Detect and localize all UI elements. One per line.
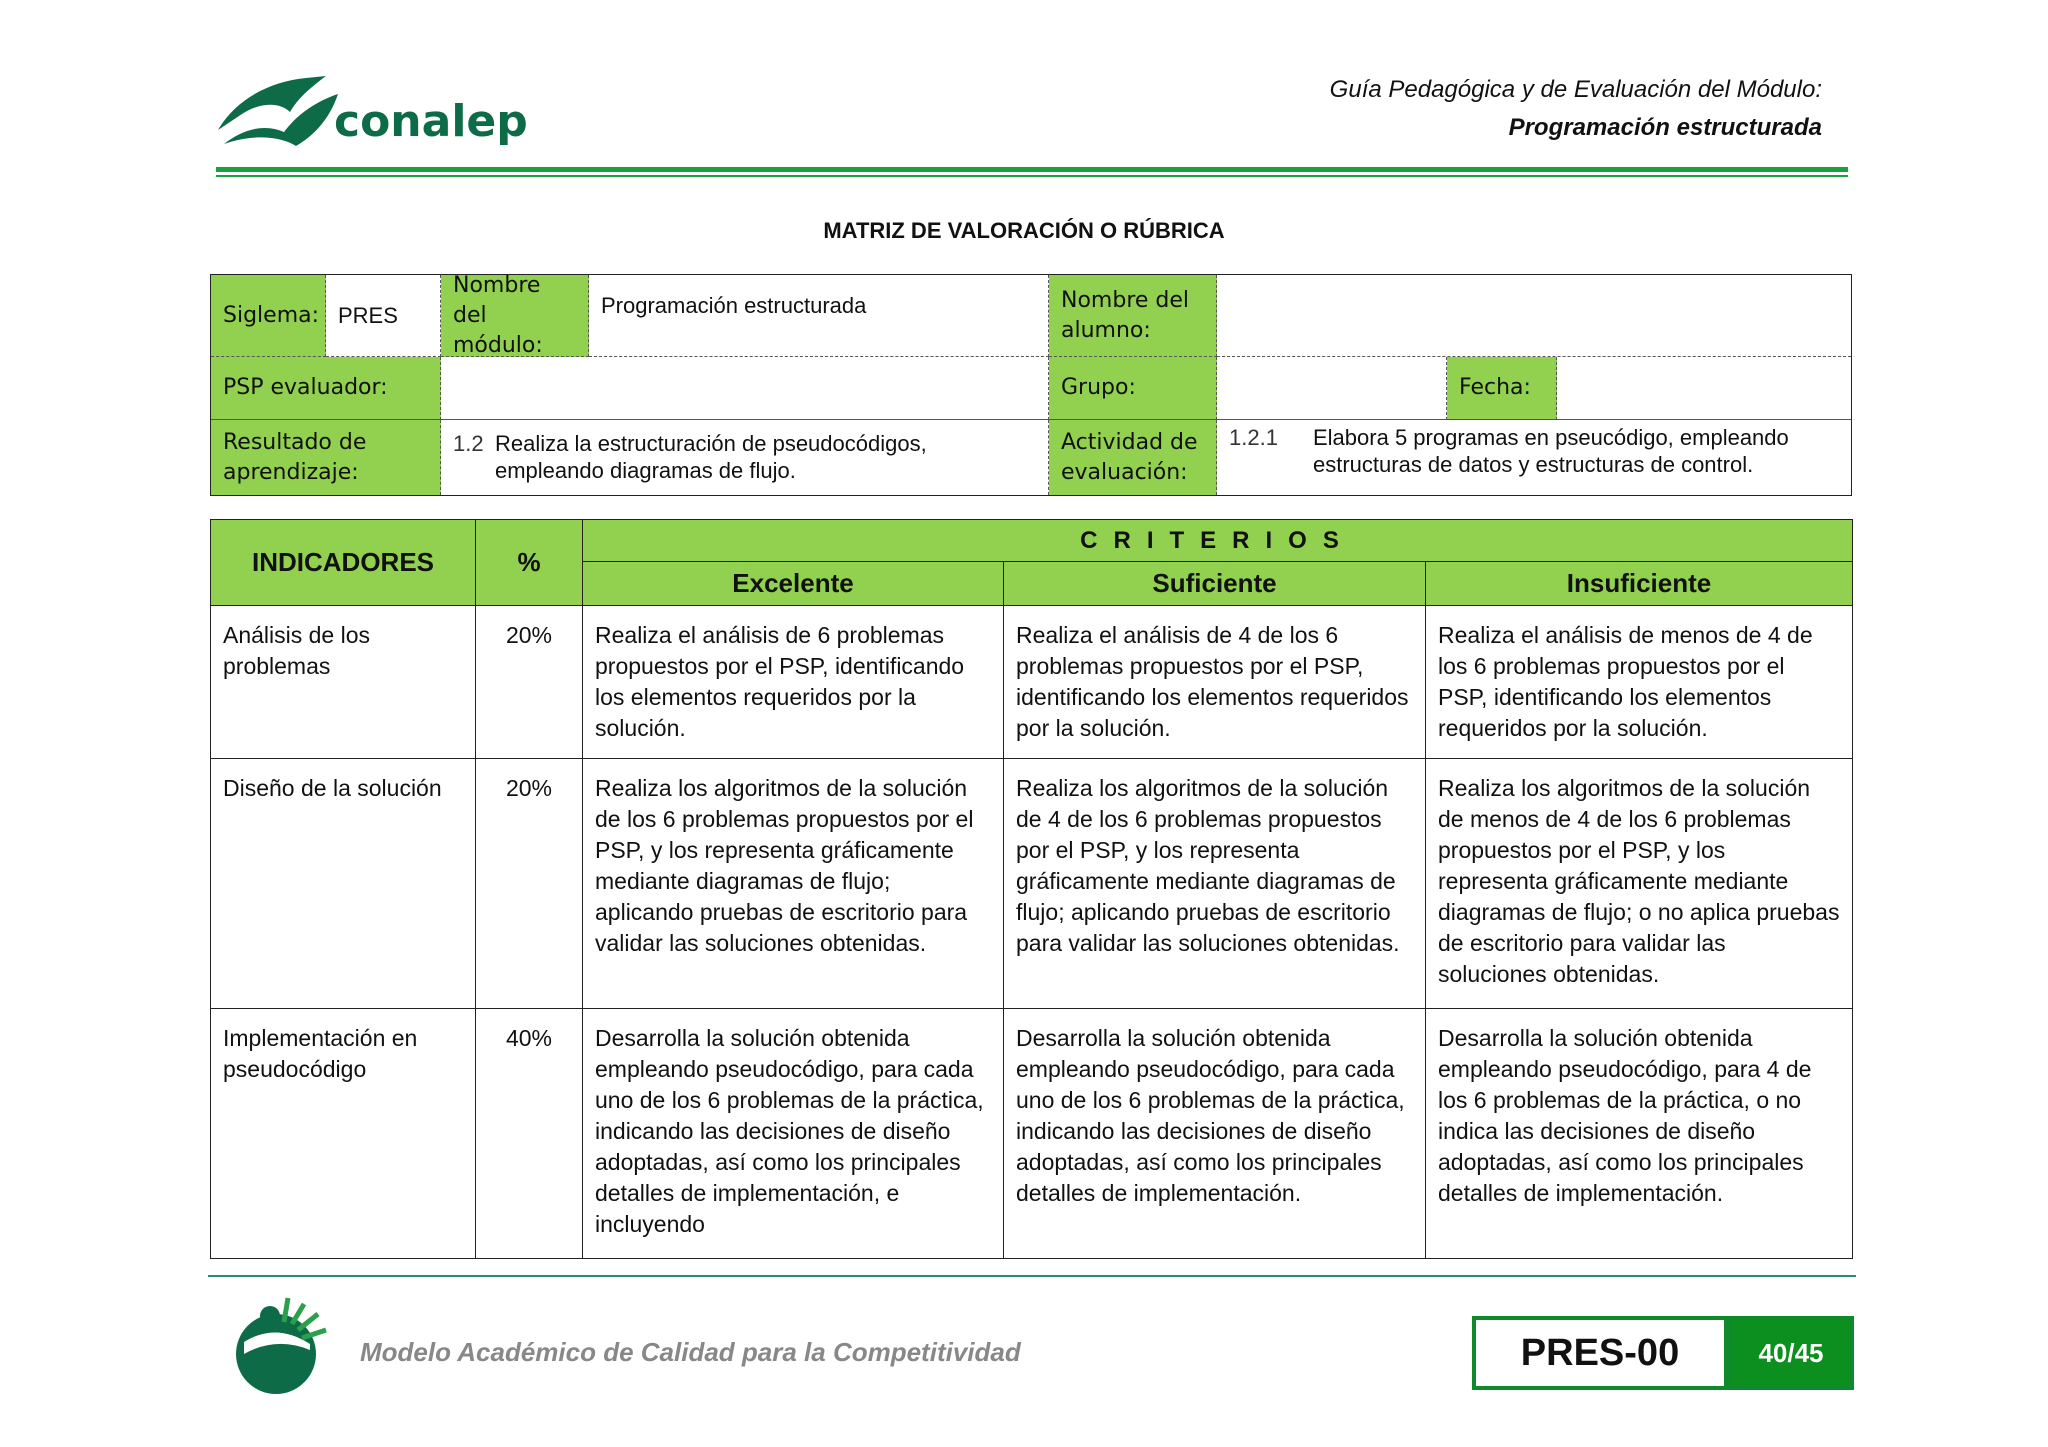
indicadores-header: INDICADORES [211,520,476,606]
evaluador-label: PSP evaluador: [211,357,441,420]
modulo-value: Programación estructurada [589,275,1049,357]
suficiente-cell: Desarrolla la solución obtenida empleando pseudocódigo, para cada uno de los 6 problemas de la práctica, indicando las decisiones de diseño adoptadas, así como los principales detalles de implementación. [1004,1009,1426,1259]
indicator-cell: Implementación en pseudocódigo [211,1009,476,1259]
page-title: MATRIZ DE VALORACIÓN O RÚBRICA [823,218,1225,243]
header-rule-thin [216,175,1848,177]
resultado-label: Resultado de aprendizaje: [211,420,441,495]
grupo-label: Grupo: [1049,357,1217,420]
rubric-table [210,519,1853,1259]
fecha-field[interactable] [1557,357,1851,420]
fecha-label: Fecha: [1447,357,1557,420]
suficiente-cell: Realiza los algoritmos de la solución de 4 de los 6 problemas propuestos por el PSP, y los representa gráficamente mediante diagramas de flujo; aplicando pruebas de escritorio para validar las soluciones obtenidas. [1004,759,1426,1009]
percent-cell: 20% [476,759,583,1009]
evaluador-field[interactable] [441,357,1049,420]
percent-cell: 20% [476,606,583,759]
level-insuficiente: Insuficiente [1426,562,1853,606]
siglema-label: Siglema: [211,275,326,357]
header-rule [216,167,1848,172]
quality-seal-icon [226,1292,332,1398]
table-row [211,1009,1853,1259]
table-row [211,606,1853,759]
actividad-label: Actividad de evaluación: [1049,420,1217,495]
info-table [210,274,1852,496]
level-suficiente: Suficiente [1004,562,1426,606]
suficiente-cell: Realiza el análisis de 4 de los 6 problemas propuestos por el PSP, identificando los elementos requeridos por la solución. [1004,606,1426,759]
alumno-field[interactable] [1217,275,1851,357]
excelente-cell: Realiza los algoritmos de la solución de los 6 problemas propuestos por el PSP, y los representa gráficamente mediante diagramas de flujo; aplicando pruebas de escritorio para validar las soluciones obtenidas. [583,759,1004,1009]
indicator-cell: Diseño de la solución [211,759,476,1009]
grupo-field[interactable] [1217,357,1447,420]
criterios-header: CRITERIOS [583,520,1853,562]
actividad-number: 1.2.1 [1229,425,1278,450]
resultado-number: 1.2 [453,431,484,456]
page-number: 40/45 [1728,1316,1854,1390]
actividad-text: Elabora 5 programas en pseucódigo, empleando estructuras de datos y estructuras de control. [1313,425,1789,477]
siglema-value: PRES [326,275,441,357]
module-name: Programación estructurada [1508,114,1822,141]
table-row [211,759,1853,1009]
insuficiente-cell: Realiza los algoritmos de la solución de menos de 4 de los 6 problemas propuestos por el PSP, y los representa gráficamente mediante diagramas de flujo; o no aplica pruebas de escritorio para validar las soluciones obtenidas. [1426,759,1853,1009]
conalep-logo-text: conalep [334,96,528,147]
document-code: PRES-00 [1472,1316,1728,1390]
insuficiente-cell: Realiza el análisis de menos de 4 de los 6 problemas propuestos por el PSP, identificando los elementos requeridos por la solución. [1426,606,1853,759]
insuficiente-cell: Desarrolla la solución obtenida empleando pseudocódigo, para 4 de los 6 problemas de la práctica, o no indica las decisiones de diseño adoptadas, así como los principales detalles de implementación. [1426,1009,1853,1259]
percent-header: % [476,520,583,606]
resultado-text: Realiza la estructuración de pseudocódigos, empleando diagramas de flujo. [495,431,927,483]
excelente-cell: Realiza el análisis de 6 problemas propuestos por el PSP, identificando los elementos requeridos por la solución. [583,606,1004,759]
footer-rule [208,1275,1856,1277]
modulo-label: Nombre del módulo: [441,275,589,357]
alumno-label: Nombre del alumno: [1049,275,1217,357]
guide-title: Guía Pedagógica y de Evaluación del Módulo: [1329,76,1822,103]
percent-cell: 40% [476,1009,583,1259]
indicator-cell: Análisis de los problemas [211,606,476,759]
actividad-value [1217,420,1851,495]
footer-model-text: Modelo Académico de Calidad para la Competitividad [360,1337,1021,1367]
excelente-cell: Desarrolla la solución obtenida empleando pseudocódigo, para cada uno de los 6 problemas de la práctica, indicando las decisiones de diseño adoptadas, así como los principales detalles de implementación, e incluyendo [583,1009,1004,1259]
level-excelente: Excelente [583,562,1004,606]
resultado-value [441,420,1049,495]
